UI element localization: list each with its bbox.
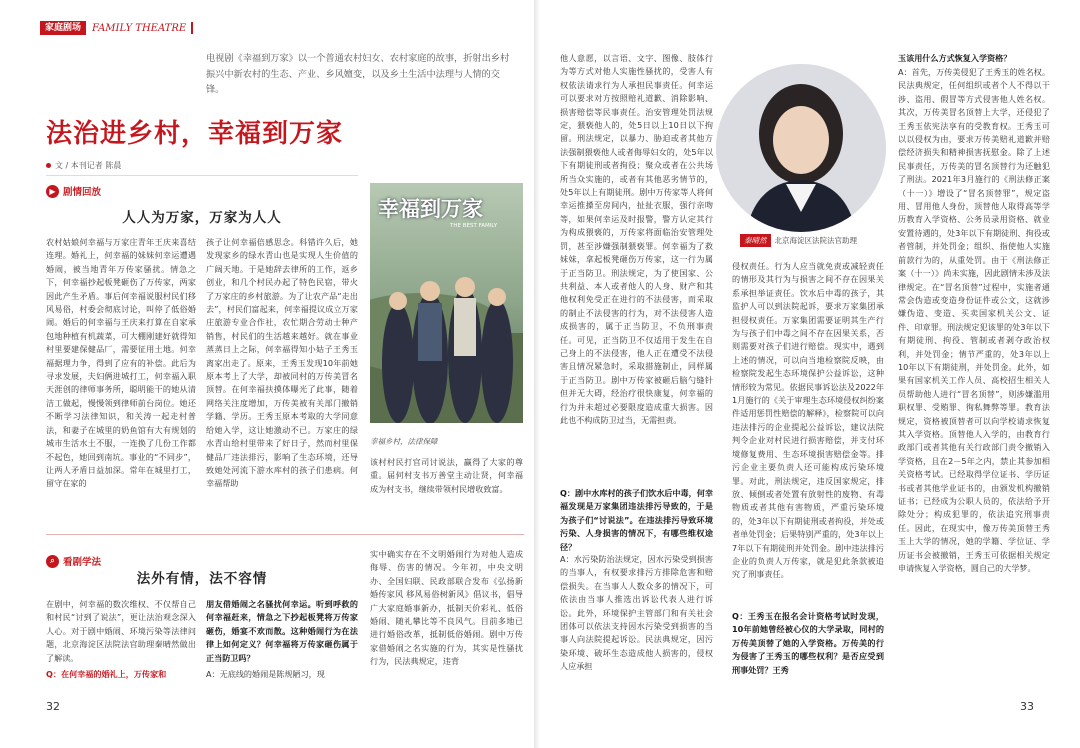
masthead — [40, 20, 193, 36]
right-col-3: A：首先，万传美侵犯了王秀玉的姓名权。民法典规定，任何组织或者个人不得以干涉、盗用、假冒等方式侵害他人姓名权。其次，万传美冒名顶替上大学，还侵犯了王秀玉依宪法享有的受教育权。王秀玉可以以侵权为由，要求万传美赔礼道歉并赔偿经济损失和精神损害抚慰金。除了上述民事责任，万传美的冒名顶替行为还触犯了刑法。2021年3月施行的《刑法修正案（十一）》增设了“冒名顶替罪”，规定盗用、冒用他人身份，顶替他人取得高等学历教育入学资格、公务员录用资格、就业安置待遇的，处3年以下有期徒刑、拘役或者管制，并处罚金；组织、指使他人实施前款行为的，从重处罚。由于《刑法修正案（十一）》尚未实施，因此剧情未涉及法律规定。在“冒名顶替”过程中，实施者通常会伪造或变造身份证件或公文，这就涉嫌伪造、变造、买卖国家机关公文、证件、印章罪。刑法规定犯该罪的处3年以下有期徒刑、拘役、管制或者剥夺政治权利，并处罚金；情节严重的，处3年以上10年以下有期徒刑，并处罚金。此外，如果有国家机关工作人员、高校招生相关人员帮助他人进行“冒名顶替”，则涉嫌滥用职权罪、受贿罪、徇私舞弊等罪。教育法规定，资格被顶替者可以向学校请求恢复其入学资格。顶替他人入学的，由教育行政部门或者其他有关行政部门责令撤销入学资格，且在2－5年之内，禁止其参加相关资格考试。已经取得学位证书、学历证书或者其他学业证书的，由颁发机构撤销证书；已经成为公职人员的，依法给予开除处分；构成犯罪的，依法追究刑事责任。因此，在现实中，像万传美顶替王秀玉上大学的情况，她的学籍、学位证、学历证书会被撤销，王秀玉可依据相关规定申请恢复入学资格，圆自己的大学梦。 — [898, 67, 1050, 574]
left-page — [0, 0, 534, 748]
lawyer-title: 北京海淀区法院法官助理 — [774, 236, 857, 245]
drama-poster-photo — [370, 183, 523, 423]
byline — [46, 160, 121, 171]
divider — [46, 175, 358, 176]
lawyer-portrait-illustration — [716, 64, 886, 232]
page-number-left: 32 — [46, 700, 60, 713]
section-tag-recap — [46, 184, 101, 198]
photo-caption: 幸福乡村，法律保障 — [370, 437, 438, 446]
section-divider — [46, 534, 524, 535]
question-3-cont: 玉该用什么方式恢复入学资格？ — [898, 53, 1012, 63]
right-page — [540, 0, 1080, 748]
byline-dot-icon — [46, 163, 51, 168]
question-1-start — [46, 668, 196, 681]
section-subhead: 人人为万家，万家为人人 — [122, 210, 282, 226]
section-subhead: 法外有情，法不容情 — [136, 571, 268, 587]
article-headline: 法治进乡村，幸福到万家 — [46, 119, 344, 149]
section-tag-label: 剧情回放 — [63, 187, 102, 198]
film-icon: ▶ — [46, 185, 59, 198]
column-title-en: FAMILY THEATRE — [92, 22, 187, 34]
law-col-1-text: 在剧中，何幸福的数次维权、不仅帮自己和村民“讨到了说法”，更让法治观念深入人心。对于剧中婚闹、环境污染等法律问题，北京海淀区法院法官助理秦晴然做出了解读。 — [46, 599, 196, 663]
byline-text: 文 / 本刊记者 陈晨 — [55, 161, 122, 170]
law-col-3: 实中确实存在不文明婚闹行为对他人造成侮辱、伤害的情况。今年初，中央文明办、全国妇联、民政部联合发布《弘扬新婚传家风 移风易俗树新风》倡议书，倡导广大家庭婚事新办，抵制天价彩礼、低俗婚闹、随礼攀比等不良风气。目前多地已进行婚俗改革，抵制低俗婚闹。剧中万传家借婚闹之名实施的行为，其实是性骚扰行为，民法典规定，违背 — [370, 549, 523, 667]
column-tag: 家庭剧场 — [40, 21, 86, 35]
lawyer-portrait — [716, 64, 886, 232]
poster-subtitle-en: THE BEST FAMILY — [450, 223, 498, 229]
recap-col-3: 该村村民打官司讨说法，赢得了大家的尊重。届何村支书万善堂主动让贤，何幸福成为村支书，继续带领村民增收致富。 — [370, 457, 523, 494]
right-col-1-top: 他人意愿，以言语、文字、图像、肢体行为等方式对他人实施性骚扰的，受害人有权依法请求行为人承担民事责任。何幸运可以要求对方按照赔礼道歉、消除影响、损害赔偿等民事责任。治安管理处罚法规定，猥亵他人的，处5日以上10日以下拘留。刑法规定，以暴力、胁迫或者其他方法强制猥亵他人或者侮辱妇女的，处5年以下有期徒刑或者拘役；聚众或者在公共场所当众实施的，或者有其他恶劣情节的，处5年以上有期徒刑。剧中万传家等人将何幸运推搡至房间内，扯扯衣服，强行亲吻等，如果何幸运及时报警，警方认定其行为构成猥亵的，万传家将面临治安管理处罚，甚至涉嫌强制猥亵罪。何幸福为了救妹妹，拿起板凳砸伤万传家，这一行为属于正当防卫。刑法规定，为了使国家、公共利益、本人或者他人的人身、财产和其他权利免受正在进行的不法侵害，而采取的制止不法侵害的行为，对不法侵害人造成损害的，属于正当防卫，不负刑事责任。可见，正当防卫不仅适用于发生在自己身上的不法侵害，他人正在遭受不法侵害且情况紧急时，采取措施制止，同样属于正当防卫。剧中万传家被砸后脑勺缝针但并无大碍，经治疗很快康复，何幸福的行为并未超过必要限度造成重大损害。因此也不构成防卫过当，无需担责。 — [560, 53, 713, 425]
lawyer-name: 秦晴然 — [740, 234, 771, 247]
answer-1-start: A：无底线的婚闹是陈规陋习，现 — [206, 669, 325, 679]
page-number-right: 33 — [1020, 700, 1034, 713]
section-tag-label: 看剧学法 — [63, 557, 102, 568]
magnifier-icon: ⌕ — [46, 555, 59, 568]
recap-col-2: 孩子让何幸福倍感思念。科错许久后，她发现家乡的绿水青山也是实现人生价值的广阔天地。于是她辞去律所的工作，返乡创业，和几个村民办起了特色民宿，带火了万家庄的乡村旅游。为了让农产品“走出去”，村民们富起来，何幸福提议成立万家庄旅游专业合作社，农忙期合劳动士种产销售，村民们的生活越来越好。就在事业蒸蒸日上之际，何幸福得知小姑子王秀玉离家出走了。原来，王秀玉发现10年前她原本考上了大学，却被同村的万传美冒名顶替。在何幸福扶摸体曝光了此事，随着网络关注度增加，万传美被有关部门撤销学籍、学历。王秀玉原本考取的大学同意给她入学，这让她激动不已。万家庄的绿水青山给村里带来了好日子，然而村里保健品厂违法排污，影响了生态环境，还导致她处河流下游水库村的孩子们患病。何幸福帮助 — [206, 237, 358, 489]
poster-title: 幸福到万家 — [378, 197, 483, 221]
question-3: Q：王秀玉在报名会计资格考试时发现，10年前她曾经被心仪的大学录取，同村的万传美顶替了她的入学资格。万传美的行为侵害了王秀玉的哪些权利？是否应受到刑事处罚？王秀 — [732, 611, 884, 675]
intro-text: 电视剧《幸福到万家》以一个普通农村妇女、农村家庭的故事，折射出乡村振兴中新农村的生态、产业、乡风嬗变，以及乡土生活中法理与人情的交锋。 — [206, 53, 510, 95]
question-1-cont: 朋友借婚闹之名骚扰何幸运。听到呼救的何幸福赶来，情急之下抄起板凳将万传家砸伤，婚宴不欢而散。这种婚闹行为在法律上如何定义？何幸福将万传家砸伤属于正当防卫吗？ — [206, 599, 358, 663]
question-1-text: Q：在何幸福的婚礼上，万传家和 — [46, 669, 167, 679]
recap-col-1: 农村姑娘何幸福与万家庄青年王庆来喜结连理。婚礼上，何幸福的妹妹何幸运遭遇婚闹，被当地青年万传家骚扰。情急之下，何幸福抄起板凳砸伤了万传家，两家因此产生矛盾。事后何幸福说服村民们移风易俗，村委会彻底讨论，叫停了低俗婚闹。婚后的何幸福与王庆来打算在自家承包地种植有机蔬菜，可大棚刚建好就得知村里要建保健品厂，需要征用土地。何幸福据理力争，得到了应有的补偿。此后为寻求发展，夫妇俩进城打工，何幸福入职天涯创的律师事务所，聪明能干的她从清洁工做起，慢慢领到律师前台岗位。她还不断学习法律知识，和关涛一起走村普法，和妻子在城里的奶鱼馆有大有规划的城市生活水土不服，一连换了几份工作都不起色，她回到南坑。事业的“不同步”，让两人矛盾日益加深。常年在城里打工，留守在家的 — [46, 237, 196, 489]
law-col-2 — [206, 598, 358, 681]
law-col-1 — [46, 598, 196, 681]
lawyer-credit — [740, 234, 857, 247]
answer-2: A：水污染防治法规定，因水污染受到损害的当事人，有权要求排污方排除危害和赔偿损失。在当事人人数众多的情况下，可依法由当事人推选出诉讼代表人进行诉讼。此外，环境保护主管部门和有关社会团体可以依法支持因水污染受到损害的当事人向法院提起诉讼。民法典规定，因污染环境、破坏生态造成他人损害的，侵权人应承担 — [560, 554, 713, 672]
question-2: Q：剧中水库村的孩子们饮水后中毒，何幸福发现是万家集团违法排污导致的，于是为孩子们“讨说法”。在违法排污导致环境污染、人身损害的情况下，有哪些维权途径？ — [560, 488, 713, 552]
right-col-2: 侵权责任。行为人应当就免责或减轻责任的情形及其行为与损害之间不存在因果关系承担举证责任。饮水后中毒的孩子，其监护人可以到法院起诉，要求万家集团承担侵权责任。万家集团需要证明其生产行为与孩子们中毒之间不存在因果关系，否则需要对孩子们进行赔偿。现实中，遇到上述的情况，可以向当地检察院反映，由检察院发起生态环境保护公益诉讼，这种情形较为常见。依据民事诉讼法及2022年1月施行的《关于审理生态环境侵权纠纷案件适用惩罚性赔偿的解释》，检察院可以向违法排污的企业提起公益诉讼，建议法院判令企业对村民进行损害赔偿，并支付环境修复费用、生态环境损害赔偿金等。排污企业主要负责人还可能构成污染环境罪。对此，刑法规定，违反国家规定，排放、倾倒或者处置有放射性的废物、有毒物质或者其他有害物质，严重污染环境的，处3年以下有期徒刑或者拘役，并处或者单处罚金；后果特别严重的，处3年以上7年以下有期徒刑并处罚金。剧中违法排污企业的负责人万传家，就是犯此条款被追究了刑事责任。 — [732, 261, 884, 580]
section-tag-law — [46, 554, 101, 568]
masthead-bar — [191, 22, 193, 34]
